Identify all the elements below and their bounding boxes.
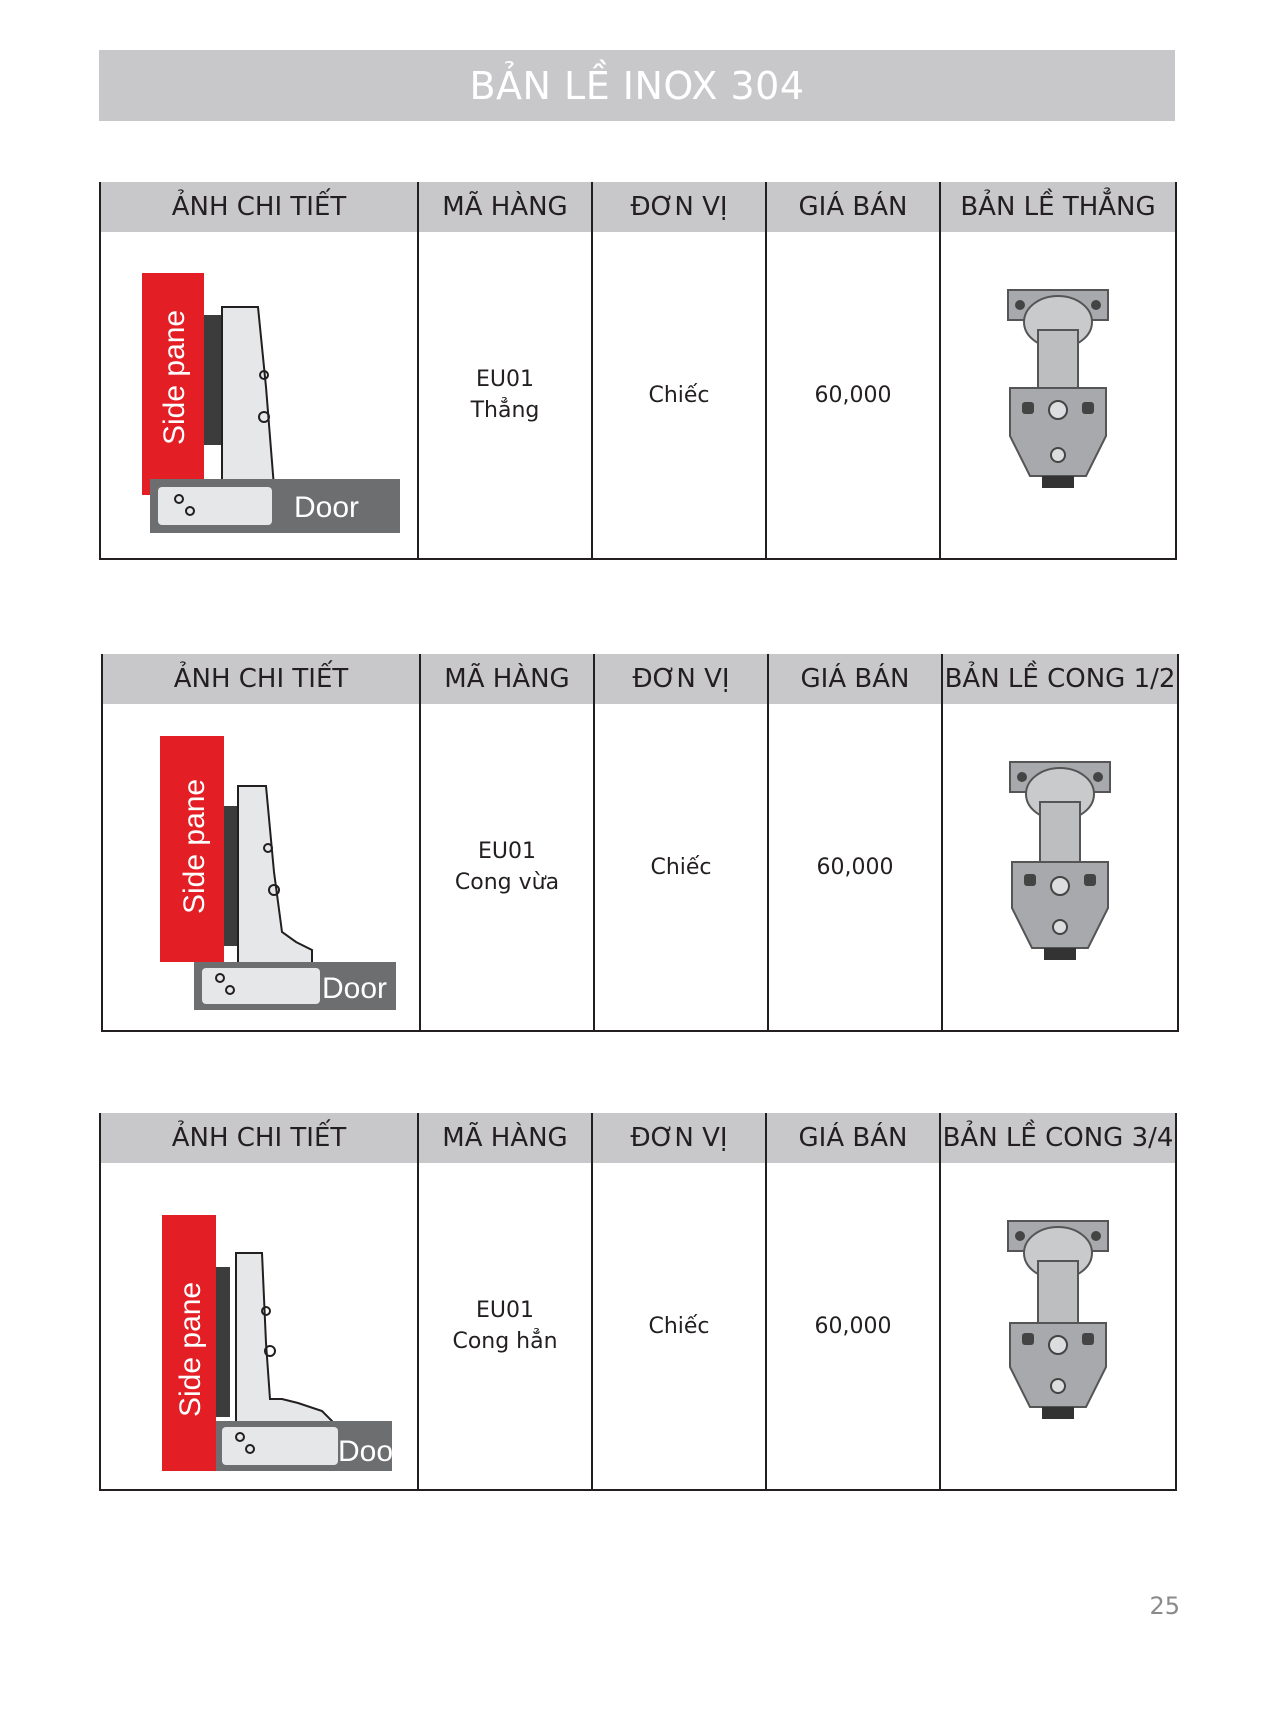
header-hinge-type: BẢN LỀ CONG 1/2 bbox=[942, 654, 1178, 704]
product-code-cell bbox=[418, 232, 592, 559]
product-table-3 bbox=[99, 1113, 1177, 1491]
product-code: EU01 bbox=[476, 367, 534, 392]
header-code: MÃ HÀNG bbox=[418, 1113, 592, 1163]
header-hinge-type: BẢN LỀ CONG 3/4 bbox=[940, 1113, 1176, 1163]
hinge-photo-straight bbox=[998, 290, 1118, 500]
header-image: ẢNH CHI TIẾT bbox=[102, 654, 420, 704]
hinge-photo-full-overlay bbox=[998, 1221, 1118, 1431]
header-image: ẢNH CHI TIẾT bbox=[100, 182, 418, 232]
product-variant: Thẳng bbox=[470, 398, 540, 423]
price-cell: 60,000 bbox=[766, 232, 940, 559]
hinge-mounting-diagram-full-overlay bbox=[124, 1181, 404, 1471]
hinge-mounting-diagram-straight bbox=[124, 255, 394, 535]
product-code-cell bbox=[418, 1163, 592, 1490]
hinge-photo-cell bbox=[940, 232, 1176, 559]
hinge-photo-half-overlay bbox=[1000, 762, 1120, 972]
product-table-1 bbox=[99, 182, 1177, 560]
product-variant: Cong hẳn bbox=[452, 1329, 558, 1354]
header-unit: ĐƠN VỊ bbox=[592, 182, 766, 232]
header-price: GIÁ BÁN bbox=[766, 182, 940, 232]
product-code: EU01 bbox=[476, 1298, 534, 1323]
product-variant: Cong vừa bbox=[454, 870, 560, 895]
hinge-photo-cell bbox=[942, 704, 1178, 1031]
hinge-diagram-cell bbox=[102, 704, 420, 1031]
table-row bbox=[100, 232, 1176, 559]
unit-cell: Chiếc bbox=[592, 232, 766, 559]
page-title-banner bbox=[99, 50, 1175, 121]
unit-cell: Chiếc bbox=[592, 1163, 766, 1490]
page-title: BẢN LỀ INOX 304 bbox=[469, 63, 805, 108]
side-pane-label: Side pane bbox=[158, 309, 191, 445]
table-header-row bbox=[100, 1113, 1176, 1163]
header-image: ẢNH CHI TIẾT bbox=[100, 1113, 418, 1163]
header-code: MÃ HÀNG bbox=[418, 182, 592, 232]
header-price: GIÁ BÁN bbox=[766, 1113, 940, 1163]
hinge-diagram-cell bbox=[100, 1163, 418, 1490]
header-unit: ĐƠN VỊ bbox=[594, 654, 768, 704]
product-table-2 bbox=[101, 654, 1179, 1032]
price-cell: 60,000 bbox=[768, 704, 942, 1031]
door-label: Door bbox=[338, 1435, 404, 1468]
side-pane-label: Side pane bbox=[174, 1281, 207, 1417]
table-header-row bbox=[102, 654, 1178, 704]
table-header-row bbox=[100, 182, 1176, 232]
header-code: MÃ HÀNG bbox=[420, 654, 594, 704]
side-pane-label: Side pane bbox=[178, 778, 211, 914]
header-unit: ĐƠN VỊ bbox=[592, 1113, 766, 1163]
hinge-diagram-cell bbox=[100, 232, 418, 559]
header-hinge-type: BẢN LỀ THẲNG bbox=[940, 182, 1176, 232]
header-price: GIÁ BÁN bbox=[768, 654, 942, 704]
product-code-cell bbox=[420, 704, 594, 1031]
product-code: EU01 bbox=[478, 839, 536, 864]
hinge-mounting-diagram-half-overlay bbox=[126, 722, 396, 1012]
door-label: Door bbox=[294, 491, 360, 524]
table-row bbox=[102, 704, 1178, 1031]
door-label: Door bbox=[322, 972, 388, 1005]
price-cell: 60,000 bbox=[766, 1163, 940, 1490]
page-number: 25 bbox=[1149, 1592, 1180, 1620]
unit-cell: Chiếc bbox=[594, 704, 768, 1031]
hinge-photo-cell bbox=[940, 1163, 1176, 1490]
table-row bbox=[100, 1163, 1176, 1490]
